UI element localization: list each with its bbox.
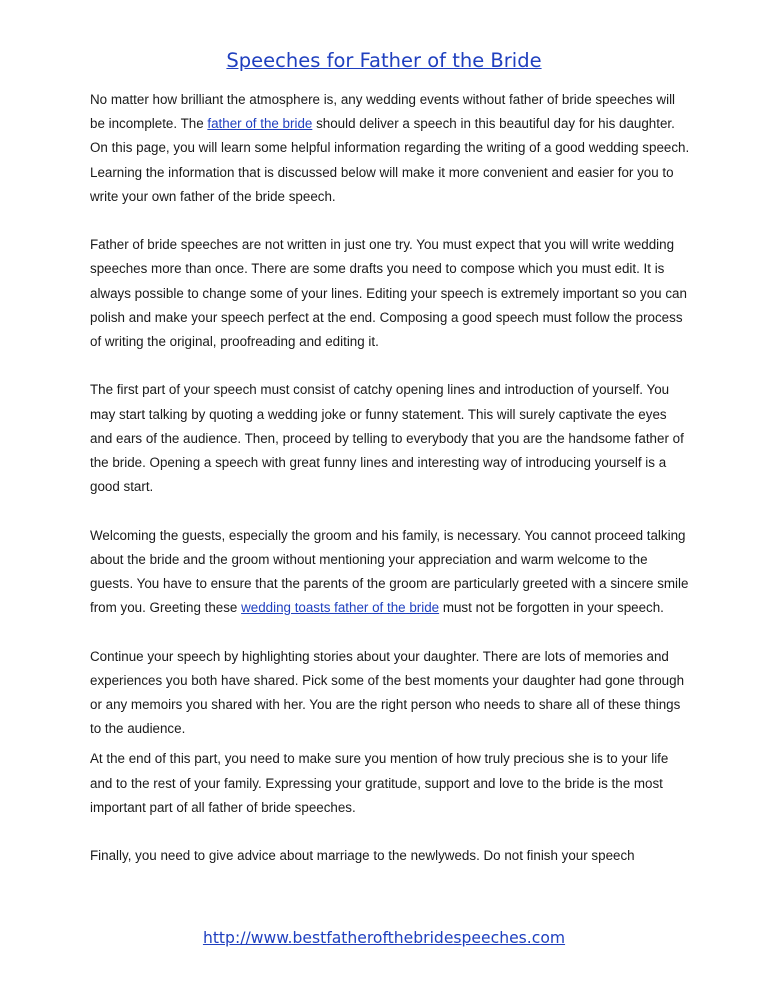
paragraph-1 (90, 88, 690, 209)
document-title (0, 48, 768, 74)
paragraph-2: Father of bride speeches are not written in just one try. You must expect that you will write wedding speeches more than once. There are some drafts you need to compose which you must edit. It is always possible to change some of your lines. Editing your speech is extremely important so you can polish and make your speech perfect at the end. Composing a good speech must follow the process of writing the original, proofreading and editing it. (90, 237, 687, 350)
document-footer (0, 926, 768, 950)
footer-website-link[interactable]: http://www.bestfatherofthebridespeeches.com (202, 929, 566, 947)
father-of-the-bride-link[interactable]: father of the bride (207, 116, 313, 132)
paragraph-3: The first part of your speech must consist of catchy opening lines and introduction of yourself. You may start talking by quoting a wedding joke or funny statement. This will surely captivate the eyes and ears of the audience. Then, proceed by telling to everybody that you are the handsome father of the bride. Opening a speech with great funny lines and interesting way of introducing yourself is a good start. (90, 382, 684, 495)
paragraph-1-text-before: No matter how brilliant the atmosphere is, any wedding events without father of bride speeches will be incomplete. The (90, 92, 676, 132)
wedding-toasts-link[interactable]: wedding toasts father of the bride (241, 600, 440, 616)
paragraph-7: Finally, you need to give advice about marriage to the newlyweds. Do not finish your speech (90, 848, 635, 864)
document-body (90, 88, 690, 893)
paragraph-4 (90, 524, 690, 621)
paragraph-1-text-after: should deliver a speech in this beautiful day for his daughter. On this page, you will learn some helpful information regarding the writing of a good wedding speech. Learning the information that is discussed below will make it more convenient and easier for you to write your own father of the bride speech. (90, 116, 690, 204)
paragraph-5: Continue your speech by highlighting stories about your daughter. There are lots of memories and experiences you both have shared. Pick some of the best moments your daughter had gone through or any memoirs you shared with her. You are the right person who needs to share all of these things to the audience. (90, 648, 685, 737)
title-link[interactable]: Speeches for Father of the Bride (226, 49, 542, 72)
paragraph-6: At the end of this part, you need to make sure you mention of how truly precious she is to your life and to the rest of your family. Expressing your gratitude, support and love to the bride is the most important part of all father of bride speeches. (90, 751, 669, 815)
paragraph-4-text-before: Welcoming the guests, especially the groom and his family, is necessary. You cannot proceed talking about the bride and the groom without mentioning your appreciation and warm welcome to the guests. You have to ensure that the parents of the groom are particularly greeted with a sincere smile from you. Greeting these (90, 527, 689, 616)
paragraph-4-text-after: must not be forgotten in your speech. (439, 600, 664, 616)
